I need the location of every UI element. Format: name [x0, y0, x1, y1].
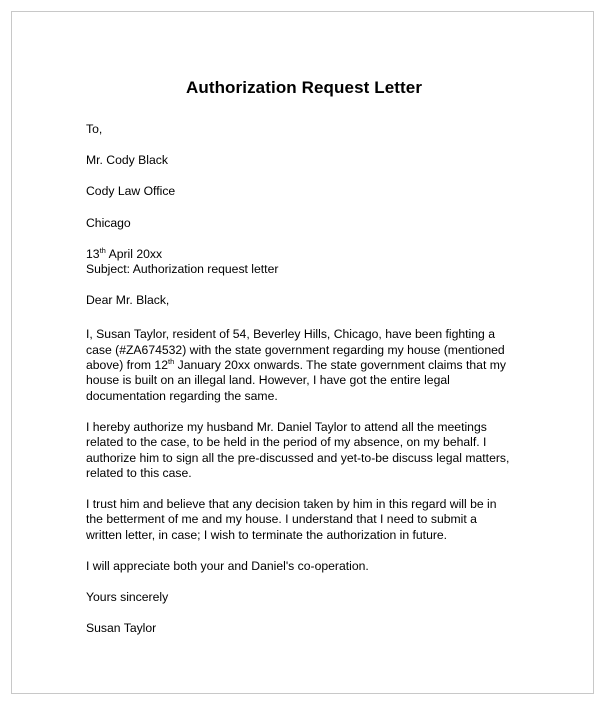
date-line [86, 247, 516, 262]
recipient-organization [86, 184, 516, 199]
page-title: Authorization Request Letter [185, 78, 423, 97]
paragraph-1-part-2: January 20xx onwards. The state government claims that my house is built on an illegal land. However, I have got the entire legal documentation regarding the same. [86, 358, 506, 403]
recipient-city-text: Chicago [86, 215, 131, 230]
recipient-name-text: Mr. Cody Black [86, 153, 168, 168]
body-paragraph-4: I will appreciate both your and Daniel's co-operation. [86, 558, 369, 573]
recipient-name [86, 153, 516, 168]
body-paragraph-1 [86, 327, 514, 403]
date-ordinal-suffix: th [99, 245, 106, 255]
to-label: To, [86, 122, 103, 136]
signature-name-text: Susan Taylor [86, 621, 157, 636]
date-rest: April 20xx [105, 246, 163, 261]
subject-line: Subject: Authorization request letter [86, 262, 279, 277]
recipient-organization-text: Cody Law Office [86, 184, 176, 199]
letter-content [86, 78, 516, 653]
valediction [86, 590, 516, 605]
date-day: 13 [86, 246, 100, 261]
date-and-subject [86, 247, 516, 277]
salutation-text: Dear Mr. Black, [86, 293, 170, 308]
body-paragraph-3: I trust him and believe that any decision taken by him in this regard will be in the betterment of me and my house. I understand that I need to submit a written letter, in case; I wish to terminate the authorization in future. [86, 497, 497, 542]
recipient-city [86, 216, 516, 231]
body-paragraph-2: I hereby authorize my husband Mr. Daniel Taylor to attend all the meetings related to the case, to be held in the period of my absence, on my behalf. I authorize him to sign all the pre-discussed and yet-to-be discuss legal matters, related to this case. [86, 419, 510, 480]
document-page [11, 11, 594, 694]
valediction-text: Yours sincerely [86, 590, 169, 605]
signature-name [86, 621, 516, 636]
salutation [86, 293, 516, 308]
recipient-to-label [86, 122, 516, 137]
paragraph-1-part-1: I, Susan Taylor, resident of 54, Beverley Hills, Chicago, have been fighting a case (#ZA674532) with the state government regarding my house (mentioned above) from 12 [86, 327, 505, 373]
paragraph-1-ordinal-suffix: th [167, 356, 175, 366]
